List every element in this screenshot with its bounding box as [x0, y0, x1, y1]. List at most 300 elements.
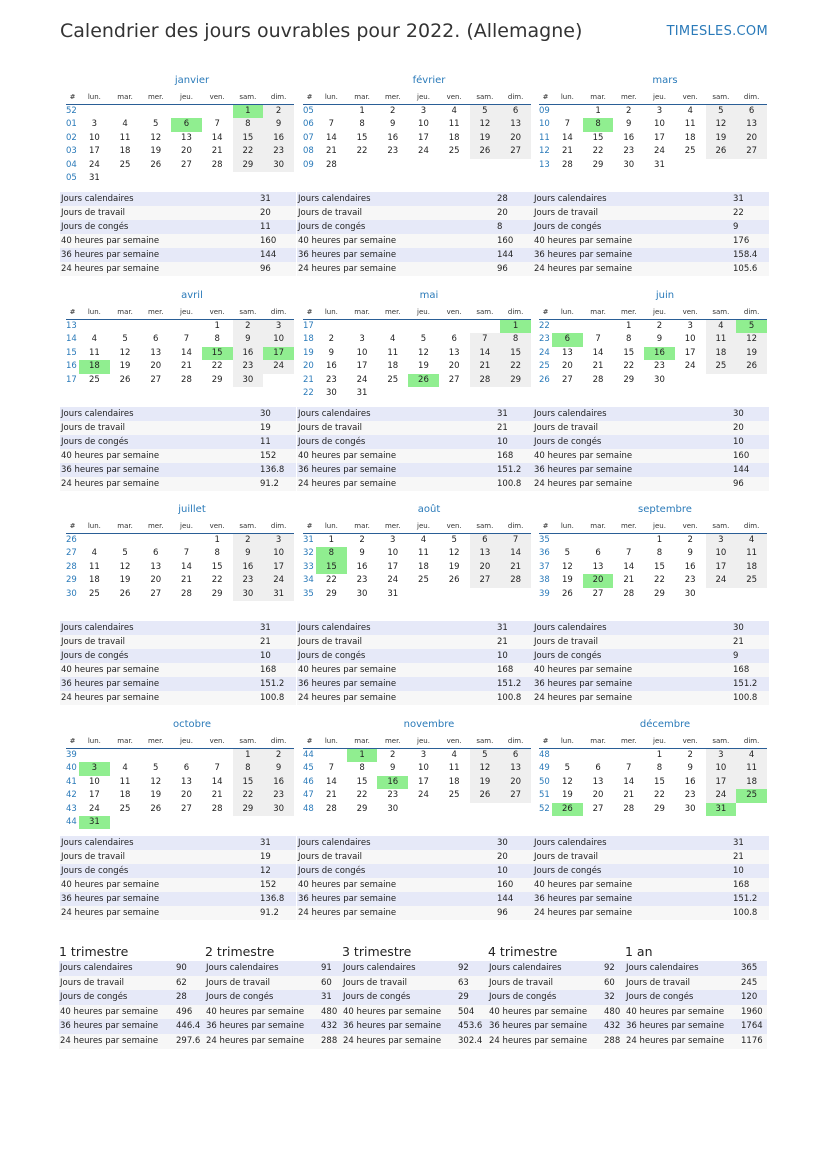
- weekday-header: lun.: [316, 734, 347, 749]
- day-cell: [316, 749, 347, 763]
- stat-value: 105.6: [733, 264, 758, 274]
- stat-row: [533, 449, 769, 463]
- week-number: 44: [303, 750, 314, 760]
- day-cell: 10: [387, 548, 399, 559]
- summary-value: 29: [458, 992, 469, 1003]
- day-cell: 25: [88, 374, 100, 385]
- stat-label: 40 heures par semaine: [61, 665, 160, 675]
- stat-label: Jours de congés: [534, 866, 602, 876]
- week-number: 23: [539, 334, 550, 345]
- day-cell: 19: [150, 790, 162, 801]
- week-row: [66, 374, 294, 387]
- day-cell: [583, 320, 614, 334]
- stat-label: Jours de travail: [61, 423, 126, 433]
- day-cell: 10: [88, 776, 100, 787]
- stat-label: Jours de travail: [534, 852, 599, 862]
- stat-label: 40 heures par semaine: [534, 236, 633, 246]
- weekday-header: mar.: [583, 734, 614, 749]
- day-cell: 7: [595, 334, 601, 345]
- weekday-header: dim.: [500, 734, 531, 749]
- weekday-header: sam.: [706, 734, 737, 749]
- stat-label: Jours de travail: [61, 208, 126, 218]
- week-row: [66, 547, 294, 560]
- stat-value: 144: [497, 894, 514, 904]
- day-cell: 22: [500, 360, 531, 373]
- day-cell: 30: [684, 588, 696, 599]
- week-number: 24: [539, 347, 550, 358]
- stat-value: 160: [733, 451, 750, 461]
- day-cell: [263, 374, 294, 387]
- day-cell: 22: [233, 789, 264, 802]
- day-cell: 25: [119, 159, 131, 170]
- stat-value: 100.8: [733, 908, 758, 918]
- week-row: [539, 374, 767, 387]
- week-row: [66, 118, 294, 131]
- week-row: [539, 803, 767, 816]
- stat-value: 12: [260, 866, 271, 876]
- day-cell: 9: [263, 118, 294, 131]
- month-table: [539, 734, 767, 816]
- stat-row: [297, 649, 533, 663]
- stat-value: 91.2: [260, 908, 279, 918]
- week-number: 13: [66, 321, 77, 331]
- day-cell: 24: [88, 159, 100, 170]
- stat-value: 144: [733, 465, 750, 475]
- day-cell: 5: [470, 749, 501, 763]
- week-number-header: #: [66, 734, 79, 749]
- day-cell: [675, 159, 706, 172]
- week-row: [66, 132, 294, 145]
- day-cell: 20: [181, 790, 192, 801]
- stat-label: 24 heures par semaine: [298, 908, 397, 918]
- day-cell: 28: [325, 159, 337, 170]
- summary-value: 480: [321, 1006, 338, 1017]
- day-cell: 4: [91, 548, 98, 559]
- day-cell: [347, 159, 378, 172]
- day-cell: 1: [500, 320, 531, 334]
- stat-label: Jours de congés: [298, 866, 366, 876]
- stat-value: 100.8: [733, 693, 758, 703]
- week-number: 42: [66, 790, 77, 801]
- day-cell: 23: [233, 574, 264, 587]
- day-cell: 30: [263, 159, 294, 172]
- stat-label: 24 heures par semaine: [298, 479, 397, 489]
- day-cell: 20: [150, 575, 162, 586]
- day-cell: 26: [448, 575, 460, 586]
- day-cell: 23: [263, 789, 294, 802]
- day-cell: 23: [684, 575, 696, 586]
- stat-value: 10: [733, 866, 744, 876]
- stat-label: Jours calendaires: [534, 838, 607, 848]
- month-name: juillet: [178, 504, 206, 515]
- stat-value: 168: [260, 665, 277, 675]
- week-number: 25: [539, 361, 550, 372]
- day-cell: 10: [684, 334, 696, 345]
- stat-value: 31: [497, 623, 508, 633]
- day-cell: 19: [561, 790, 573, 801]
- stat-label: 24 heures par semaine: [534, 693, 633, 703]
- week-number-header: #: [303, 90, 316, 105]
- week-row: [539, 561, 767, 574]
- summary-value: 1764: [741, 1021, 763, 1032]
- week-row: [303, 347, 531, 360]
- day-cell: 21: [623, 575, 635, 586]
- day-cell: [706, 374, 737, 387]
- day-cell: 25: [684, 146, 696, 157]
- day-cell: 9: [263, 762, 294, 775]
- day-cell: 8: [214, 548, 220, 559]
- day-cell: 25: [387, 374, 399, 385]
- stat-row: [533, 206, 769, 220]
- summary-label: 24 heures par semaine: [626, 1036, 725, 1046]
- day-cell: [202, 749, 233, 763]
- week-number: 33: [303, 561, 314, 572]
- day-cell: 7: [564, 119, 571, 130]
- week-row: [539, 588, 767, 601]
- day-cell: 16: [387, 132, 399, 143]
- day-cell: 4: [390, 334, 396, 345]
- weekday-header: mer.: [613, 734, 644, 749]
- stat-value: 31: [733, 194, 744, 204]
- month-name: octobre: [172, 719, 212, 730]
- day-cell: 4: [736, 749, 767, 763]
- day-cell: 22: [654, 790, 665, 801]
- day-cell: 31: [706, 803, 737, 816]
- month-stats: [533, 407, 769, 491]
- day-cell: 12: [119, 347, 131, 358]
- day-cell: 19: [470, 132, 501, 145]
- day-cell: 19: [418, 361, 429, 372]
- stat-label: 40 heures par semaine: [298, 880, 397, 890]
- day-cell: 5: [420, 334, 427, 345]
- day-cell: 6: [153, 548, 159, 559]
- stat-row: [297, 621, 533, 635]
- stat-value: 31: [260, 194, 271, 204]
- month-table: [66, 305, 294, 387]
- stat-row: [297, 850, 533, 864]
- stat-value: 96: [260, 264, 271, 274]
- week-row: [303, 534, 531, 548]
- summary-value: 92: [604, 963, 615, 973]
- week-row: [66, 561, 294, 574]
- stat-label: 24 heures par semaine: [61, 908, 160, 918]
- day-cell: 6: [552, 333, 583, 346]
- summary-value: 496: [176, 1006, 193, 1017]
- day-cell: 24: [387, 575, 399, 586]
- month-name: novembre: [403, 719, 455, 730]
- stat-value: 144: [497, 250, 514, 260]
- day-cell: 9: [233, 333, 264, 346]
- month-stats: [533, 621, 769, 705]
- stat-row: [533, 220, 769, 234]
- day-cell: [500, 803, 531, 816]
- day-cell: [140, 749, 171, 763]
- day-cell: 14: [470, 347, 501, 360]
- month-block: [539, 287, 769, 387]
- month-stats: [297, 192, 533, 276]
- weekday-header: lun.: [316, 305, 347, 320]
- stat-row: [533, 677, 769, 691]
- day-cell: [171, 534, 202, 548]
- weekday-header: jeu.: [644, 519, 675, 534]
- summary-label: Jours de travail: [343, 977, 408, 988]
- stat-label: Jours de travail: [298, 208, 363, 218]
- day-cell: [613, 749, 644, 763]
- summary-title: 2 trimestre: [205, 944, 275, 959]
- stat-row: [533, 691, 769, 705]
- stat-row: [533, 407, 769, 421]
- stat-row: [60, 649, 296, 663]
- month-stats: [60, 836, 296, 920]
- day-cell: 25: [418, 575, 429, 586]
- day-cell: [552, 320, 583, 334]
- stat-value: 31: [733, 838, 744, 848]
- day-cell: 2: [626, 106, 632, 116]
- stat-label: Jours de travail: [298, 852, 363, 862]
- stat-label: 24 heures par semaine: [298, 264, 397, 274]
- week-number: 31: [303, 535, 314, 545]
- weekday-header: jeu.: [408, 519, 439, 534]
- day-cell: 29: [654, 588, 665, 599]
- month-block: [303, 716, 533, 816]
- day-cell: 12: [119, 561, 131, 572]
- stat-row: [533, 649, 769, 663]
- weekday-header: ven.: [202, 519, 233, 534]
- day-cell: 17: [88, 790, 100, 801]
- day-cell: 22: [211, 361, 223, 372]
- week-row: [303, 574, 531, 587]
- day-cell: 16: [684, 561, 696, 572]
- day-cell: 5: [564, 763, 571, 774]
- stat-value: 22: [733, 208, 744, 218]
- week-number: 22: [303, 388, 314, 399]
- week-row: [66, 749, 294, 763]
- brand-link[interactable]: TIMESLES.COM: [666, 24, 768, 39]
- day-cell: 11: [706, 333, 737, 346]
- day-cell: 26: [470, 789, 501, 802]
- stat-row: [297, 449, 533, 463]
- day-cell: 23: [387, 790, 399, 801]
- weekday-header: jeu.: [171, 519, 202, 534]
- day-cell: 5: [706, 105, 737, 119]
- summary-label: 24 heures par semaine: [60, 1036, 159, 1046]
- stat-value: 8: [497, 222, 503, 232]
- week-row: [66, 789, 294, 802]
- stat-row: [60, 635, 296, 649]
- day-cell: 13: [500, 118, 531, 131]
- month-stats: [297, 407, 533, 491]
- day-cell: 3: [420, 106, 427, 116]
- summary-value: 32: [604, 992, 615, 1003]
- stat-value: 151.2: [733, 894, 758, 904]
- day-cell: 15: [316, 561, 347, 574]
- stat-label: 36 heures par semaine: [534, 465, 633, 475]
- day-cell: 9: [626, 119, 632, 130]
- day-cell: 15: [233, 132, 264, 145]
- summary-label: Jours calendaires: [489, 963, 562, 973]
- day-cell: [140, 534, 171, 548]
- day-cell: [79, 534, 110, 548]
- week-number: 04: [66, 159, 77, 170]
- stat-label: 40 heures par semaine: [61, 236, 160, 246]
- day-cell: [439, 159, 470, 172]
- stat-value: 30: [733, 623, 744, 633]
- day-cell: 15: [356, 776, 368, 787]
- weekday-header: dim.: [263, 305, 294, 320]
- day-cell: 15: [500, 347, 531, 360]
- day-cell: 1: [214, 321, 220, 331]
- week-row: [539, 159, 767, 172]
- weekday-header: mer.: [140, 519, 171, 534]
- stat-label: 36 heures par semaine: [298, 250, 397, 260]
- day-cell: 3: [263, 320, 294, 334]
- day-cell: 4: [122, 119, 128, 130]
- stat-row: [60, 248, 296, 262]
- month-block: [539, 501, 769, 601]
- day-cell: 12: [706, 118, 737, 131]
- stat-value: 9: [733, 222, 739, 232]
- stat-value: 20: [497, 208, 508, 218]
- weekday-header: mer.: [377, 519, 408, 534]
- day-cell: 3: [79, 762, 110, 775]
- weekday-header: mar.: [347, 519, 378, 534]
- day-cell: [347, 320, 378, 334]
- week-row: [303, 159, 531, 172]
- stat-row: [533, 435, 769, 449]
- day-cell: 13: [150, 347, 162, 358]
- weekday-header: ven.: [202, 90, 233, 105]
- day-cell: [613, 534, 644, 548]
- stat-value: 96: [733, 479, 744, 489]
- day-cell: 4: [706, 320, 737, 334]
- day-cell: 18: [387, 361, 399, 372]
- day-cell: [79, 320, 110, 334]
- stat-label: 40 heures par semaine: [61, 451, 160, 461]
- day-cell: [263, 172, 294, 185]
- summary-label: Jours de travail: [60, 977, 125, 988]
- day-cell: [736, 374, 767, 387]
- week-number-header: #: [66, 519, 79, 534]
- day-cell: 1: [626, 321, 632, 331]
- day-cell: 11: [448, 763, 460, 774]
- day-cell: 16: [233, 561, 264, 574]
- day-cell: 24: [418, 790, 429, 801]
- month-table: [303, 519, 531, 601]
- stat-label: 36 heures par semaine: [61, 250, 160, 260]
- week-row: [539, 574, 767, 587]
- week-row: [539, 105, 767, 119]
- stat-label: 24 heures par semaine: [298, 693, 397, 703]
- stat-value: 144: [260, 250, 277, 260]
- day-cell: 15: [654, 776, 665, 787]
- day-cell: 12: [448, 548, 460, 559]
- stat-label: 36 heures par semaine: [61, 679, 160, 689]
- day-cell: 22: [233, 145, 264, 158]
- weekday-header: mer.: [140, 90, 171, 105]
- day-cell: 5: [470, 105, 501, 119]
- day-cell: [171, 816, 202, 829]
- day-cell: 26: [408, 374, 439, 387]
- week-row: [66, 803, 294, 816]
- stat-value: 151.2: [260, 679, 285, 689]
- day-cell: [140, 172, 171, 185]
- day-cell: 14: [325, 776, 337, 787]
- stat-row: [533, 892, 769, 906]
- week-number: 46: [303, 776, 314, 787]
- day-cell: [439, 320, 470, 334]
- stat-value: 136.8: [260, 465, 285, 475]
- stat-label: Jours de travail: [534, 208, 599, 218]
- weekday-header: sam.: [470, 519, 501, 534]
- day-cell: 27: [592, 803, 604, 814]
- day-cell: [171, 105, 202, 119]
- day-cell: 3: [687, 321, 693, 331]
- day-cell: 12: [150, 132, 162, 143]
- day-cell: 16: [684, 776, 696, 787]
- week-row: [303, 789, 531, 802]
- week-row: [66, 145, 294, 158]
- day-cell: 6: [153, 334, 159, 345]
- stat-label: 24 heures par semaine: [534, 908, 633, 918]
- day-cell: 18: [448, 776, 460, 787]
- month-stats: [60, 621, 296, 705]
- month-name: mai: [419, 290, 439, 301]
- day-cell: 3: [91, 119, 98, 130]
- week-row: [303, 320, 531, 334]
- day-cell: 13: [592, 776, 604, 787]
- week-number: 28: [66, 561, 77, 572]
- week-number: 32: [303, 548, 314, 559]
- day-cell: 26: [736, 360, 767, 373]
- weekday-header: dim.: [500, 519, 531, 534]
- week-number-header: #: [539, 734, 552, 749]
- month-block: [66, 716, 296, 829]
- stat-label: 36 heures par semaine: [298, 679, 397, 689]
- week-number-header: #: [66, 90, 79, 105]
- weekday-header: mer.: [140, 305, 171, 320]
- stat-row: [297, 463, 533, 477]
- week-number: 26: [66, 535, 77, 545]
- summary-title: 1 an: [625, 944, 653, 959]
- stat-label: Jours calendaires: [61, 838, 134, 848]
- day-cell: 25: [736, 789, 767, 802]
- week-row: [539, 547, 767, 560]
- summary-value: 365: [741, 963, 758, 973]
- day-cell: 27: [470, 574, 501, 587]
- day-cell: [233, 816, 264, 829]
- day-cell: 10: [706, 547, 737, 560]
- day-cell: [110, 534, 141, 548]
- stat-value: 31: [497, 409, 508, 419]
- day-cell: [110, 749, 141, 763]
- day-cell: [140, 105, 171, 119]
- day-cell: 11: [736, 547, 767, 560]
- day-cell: 23: [654, 361, 665, 372]
- day-cell: 19: [150, 146, 162, 157]
- stat-row: [297, 663, 533, 677]
- summary-label: 40 heures par semaine: [489, 1006, 588, 1017]
- day-cell: 9: [687, 548, 693, 559]
- day-cell: 7: [214, 119, 220, 130]
- stat-value: 152: [260, 451, 277, 461]
- month-block: [539, 72, 769, 172]
- stat-label: Jours calendaires: [534, 194, 607, 204]
- day-cell: 29: [592, 159, 604, 170]
- week-number: 02: [66, 132, 77, 143]
- summary-label: Jours calendaires: [626, 963, 699, 973]
- day-cell: 17: [418, 776, 429, 787]
- week-number: 43: [66, 803, 77, 814]
